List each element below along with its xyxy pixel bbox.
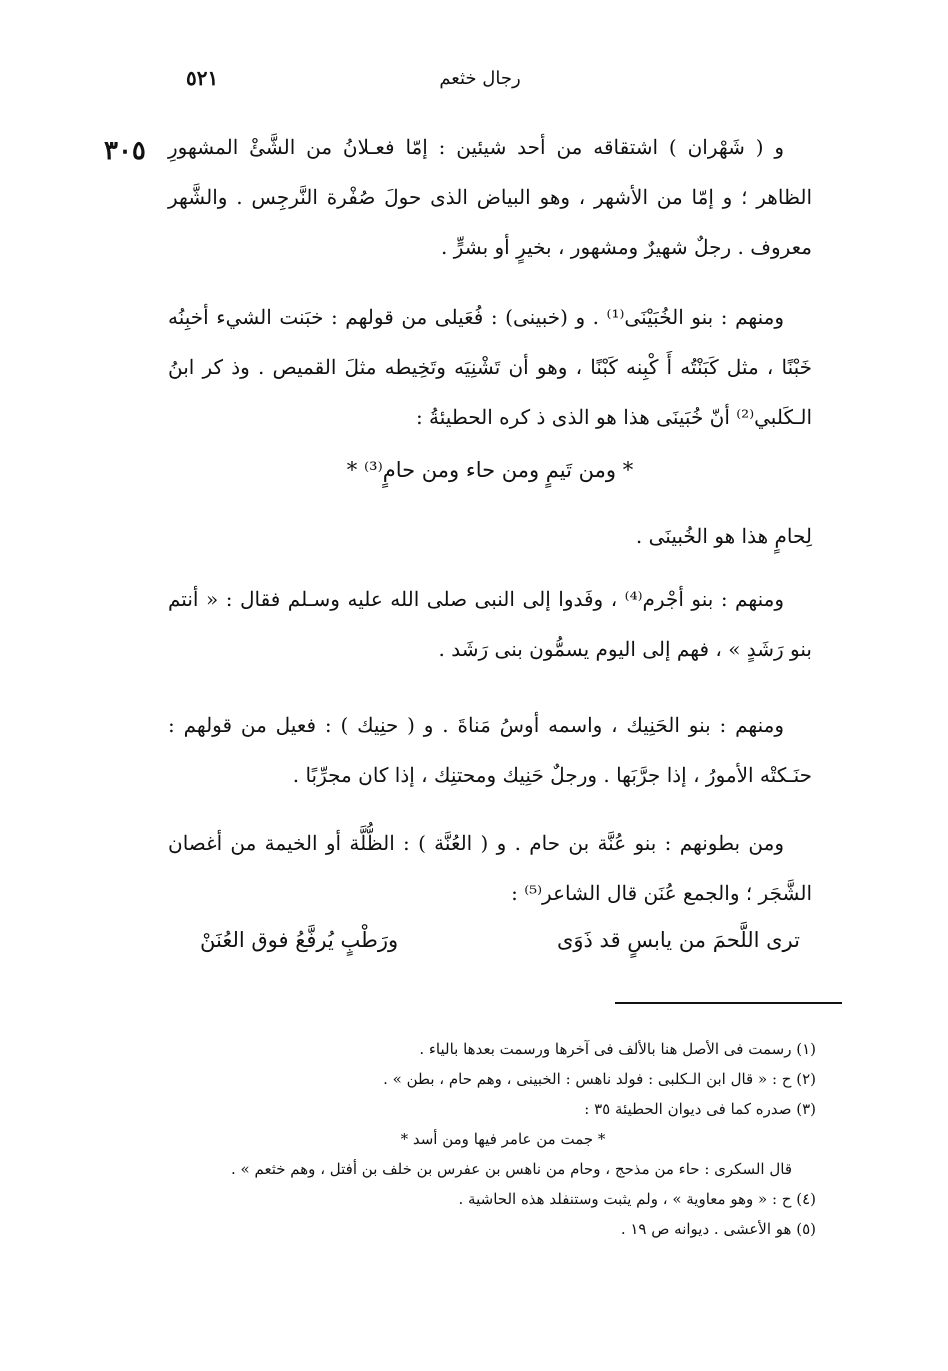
footnote-separator — [615, 1002, 842, 1004]
paragraph-text: ومنهم : بنو أجْرم⁽⁴⁾ ، وفَدوا إلى النبى صلى الله عليه وسـلم فقال : « أنتم بنو رَشَدٍ » ، فهم إلى اليوم يسمُّون بنى رَشَد . — [168, 587, 812, 661]
paragraph-ajram — [168, 574, 812, 674]
verse-second-hemistich: ورَطْبٍ يُرفَّعُ فوق العُنَنْ — [200, 928, 399, 952]
page-number: ٥٢١ — [186, 66, 219, 90]
paragraph-shahran — [168, 122, 812, 272]
footnote-2: (٢) ح : « قال ابن الـكلبى : فولد ناهس : الخبينى ، وهم حام ، بطن » . — [383, 1070, 816, 1088]
footnote-3-verse: * جمت من عامر فيها ومن أسد * — [400, 1130, 606, 1148]
paragraph-hanik — [168, 700, 812, 800]
footnote-3: (٣) صدره كما فى ديوان الحطيئة ٣٥ : — [584, 1100, 816, 1118]
footnote-4: (٤) ح : « وهو معاوية » ، ولم يثبت وستنفلد هذه الحاشية . — [458, 1190, 816, 1208]
verse-first-hemistich: ترى اللَّحمَ من يابسٍ قد ذَوَى — [556, 928, 800, 952]
footnotes — [160, 1034, 816, 1244]
paragraph-hamin: لِحامٍ هذا هو الخُبينَى . — [635, 524, 812, 548]
paragraph-unna — [168, 818, 812, 918]
footnote-3-continuation: قال السكرى : حاء من مذحج ، وحام من ناهس بن عفرس بن خلف بن أفتل ، وهم خثعم » . — [231, 1160, 792, 1178]
paragraph-text: ومنهم : بنو الحَنِيك ، واسمه أوسُ مَناةَ . و ( حنِيك ) : فعيل من قولهم : حنَـكتْه الأمورُ ، إذا جرَّبَها . ورجلٌ حَنِيك ومحتنِك ، إذا كان مجرِّبًا . — [168, 713, 812, 787]
paragraph-khubayna — [168, 292, 812, 442]
verse-asha — [200, 928, 800, 952]
entry-number: ٣٠٥ — [104, 136, 146, 166]
paragraph-text: و ( شَهْران ) اشتقاقه من أحد شيئين : إمّا فعـلانُ من الشَّئْ المشهورِ الظاهر ؛ و إمّا من الأشهر ، وهو البياض الذى حولَ صُفْرة النَّرجِس . والشَّهر معروف . رجلٌ شهيرٌ ومشهور ، بخيرٍ أو بشرٍّ . — [168, 135, 812, 259]
paragraph-text: ومنهم : بنو الخُبَيْنَى⁽¹⁾ . و (خبينى) : فُعَيلى من قولهم : خبَنت الشيء أخبِنُه خَبْنًا ، مثل كَبَنْتُه أَ كْبِنه كَبْنًا ، وهو أن تَشْنِيَه وتَخِيطه مثلَ القميص . وذ كر ابنُ الـكَلبي⁽²⁾ أنّ خُبَينَى هذا هو الذى ذ كره الحطيئةُ : — [168, 305, 812, 429]
footnote-5: (٥) هو الأعشى . ديوانه ص ١٩ . — [620, 1220, 816, 1238]
running-title: رجال خثعم — [439, 68, 521, 89]
footnote-1: (١) رسمت فى الأصل هنا بالألف فى آخرها ورسمت بعدها بالياء . — [419, 1040, 816, 1058]
verse-hutayah: * ومن تَيمٍ ومن حاء ومن حامٍ⁽³⁾ * — [346, 458, 634, 482]
paragraph-text: ومن بطونهم : بنو عُنَّة بن حام . و ( العُنَّة ) : الظُّلَّة أو الخيمة من أغصان الشَّجَر ؛ والجمع عُنَن قال الشاعر⁽⁵⁾ : — [168, 831, 812, 905]
